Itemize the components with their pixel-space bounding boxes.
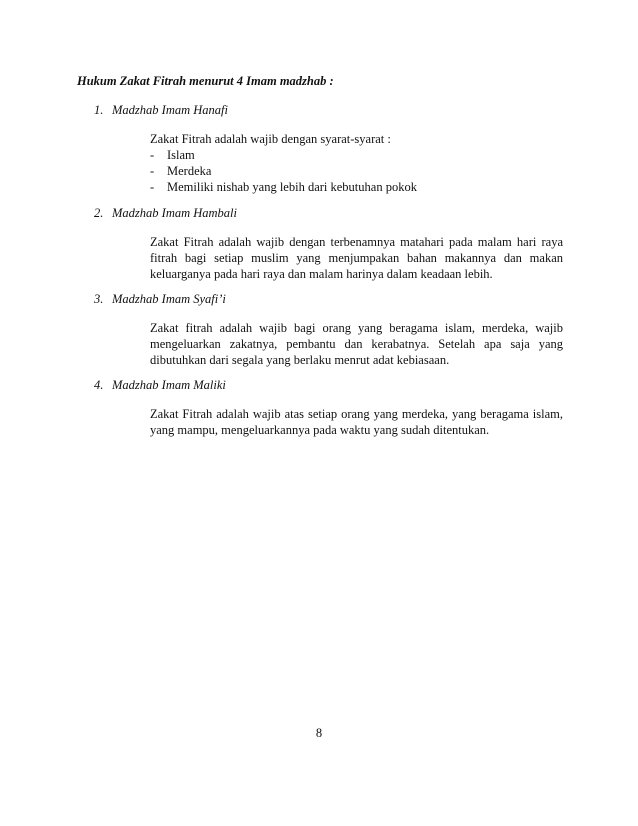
section-title-hanafi bbox=[94, 102, 228, 118]
section-title-text: Madzhab Imam Syafi’i bbox=[112, 292, 226, 306]
section-title-hambali bbox=[94, 205, 237, 221]
requirements-list bbox=[150, 147, 563, 195]
list-item: - Merdeka bbox=[150, 164, 212, 178]
section-body-syafii bbox=[150, 320, 563, 368]
list-item-text: Memiliki nishab yang lebih dari kebutuhan pokok bbox=[167, 180, 417, 194]
page-number: 8 bbox=[315, 726, 323, 740]
list-item-text: Merdeka bbox=[167, 164, 212, 178]
list-item-text: Islam bbox=[167, 148, 195, 162]
section-paragraph: Zakat Fitrah adalah wajib atas setiap orang yang merdeka, yang beragama islam, yang mampu, mengeluarkannya pada waktu yang sudah ditentukan. bbox=[150, 407, 563, 437]
section-paragraph: Zakat fitrah adalah wajib bagi orang yang beragama islam, merdeka, wajib mengeluarkan zakatnya, pembantu dan kerabatnya. Setelah apa saja yang dibutuhkan dari segala yang berlaku menrut adat kebiasaan. bbox=[150, 321, 563, 367]
section-title-text: Madzhab Imam Hanafi bbox=[112, 103, 228, 117]
section-number: 2. bbox=[94, 206, 104, 220]
list-item: - Memiliki nishab yang lebih dari kebutuhan pokok bbox=[150, 180, 417, 194]
list-item: - Islam bbox=[150, 148, 195, 162]
section-number: 4. bbox=[94, 378, 104, 392]
section-title-text: Madzhab Imam Maliki bbox=[112, 378, 226, 392]
section-paragraph: Zakat Fitrah adalah wajib dengan terbenamnya matahari pada malam hari raya fitrah bagi setiap muslim yang menjumpakan bahan makannya dan makan keluarganya pada hari raya dan malam harinya dalam keadaan lebih. bbox=[150, 235, 563, 281]
section-body-maliki bbox=[150, 406, 563, 438]
section-body-hanafi bbox=[150, 131, 563, 195]
section-title-maliki bbox=[94, 377, 226, 393]
section-number: 3. bbox=[94, 292, 104, 306]
section-intro: Zakat Fitrah adalah wajib dengan syarat-syarat : bbox=[150, 132, 391, 146]
section-body-hambali bbox=[150, 234, 563, 282]
section-title-syafii bbox=[94, 291, 226, 307]
section-title-text: Madzhab Imam Hambali bbox=[112, 206, 237, 220]
page-heading: Hukum Zakat Fitrah menurut 4 Imam madzhab : bbox=[77, 74, 334, 88]
section-number: 1. bbox=[94, 103, 104, 117]
